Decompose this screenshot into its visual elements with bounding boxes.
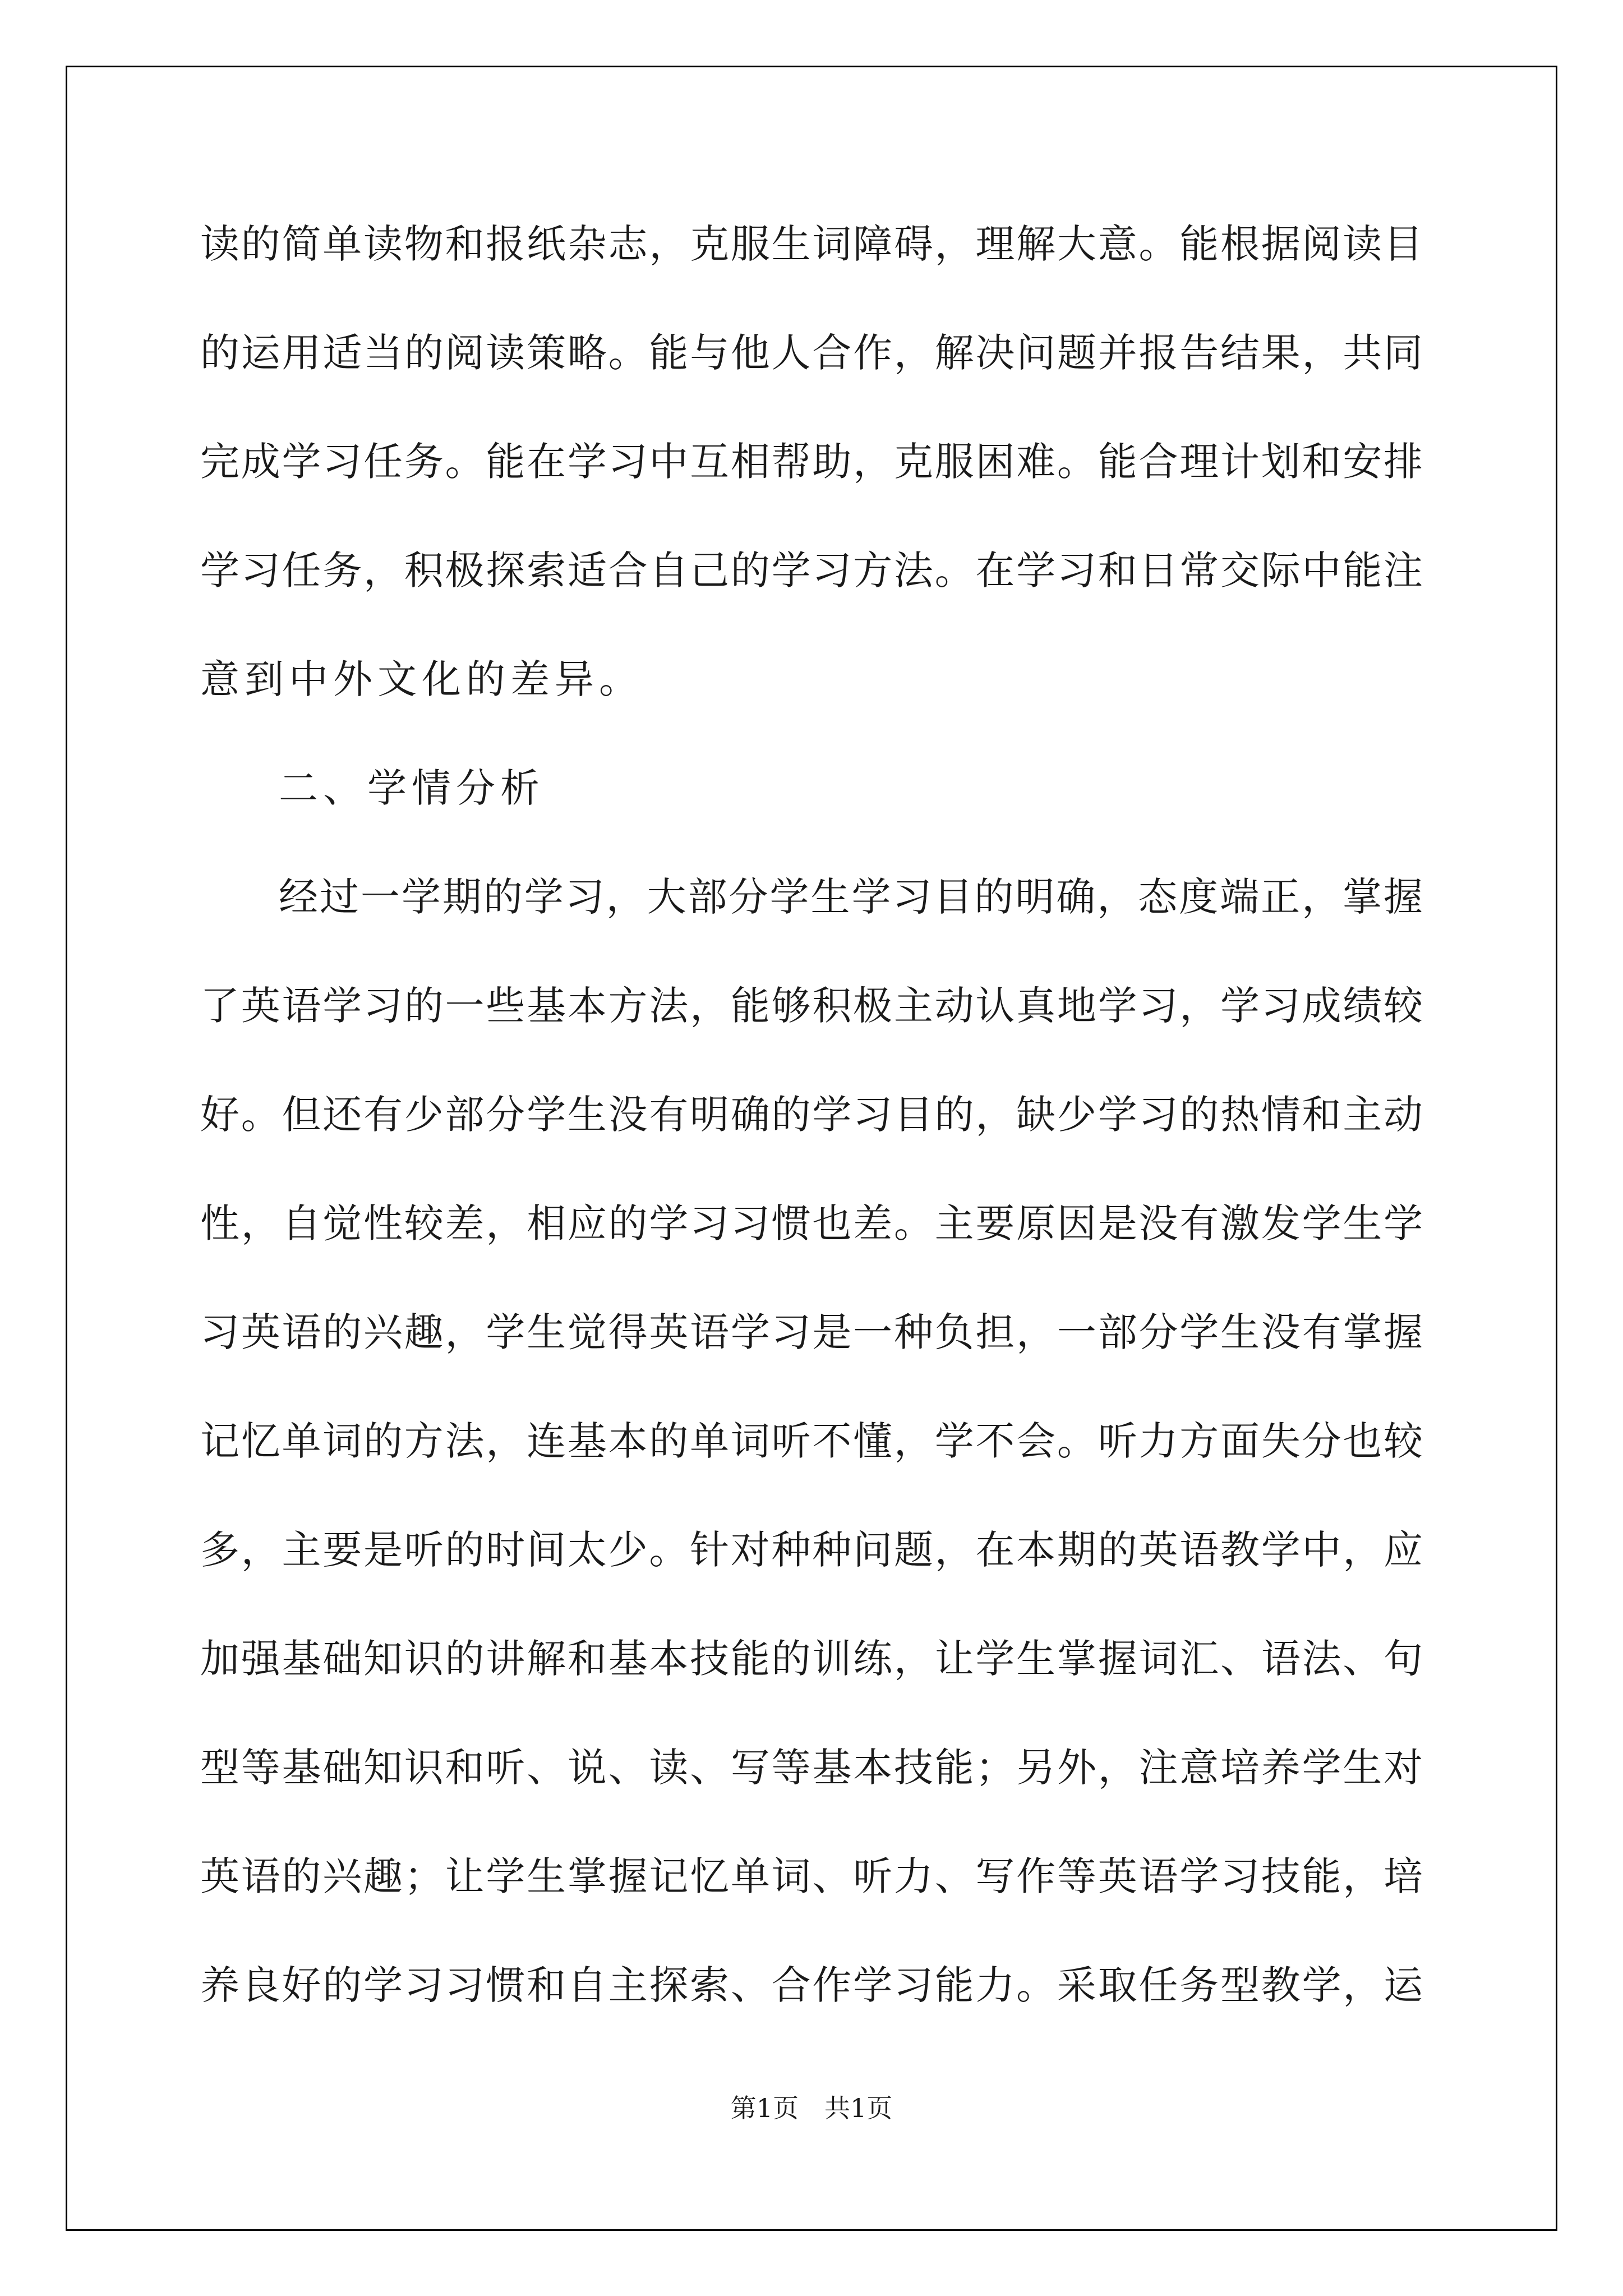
text-line: 了英语学习的一些基本方法，能够积极主动认真地学习，学习成绩较 [200,983,1423,1029]
text-line: 习英语的兴趣，学生觉得英语学习是一种负担，一部分学生没有掌握 [200,1309,1423,1355]
text-line: 学习任务，积极探索适合自己的学习方法。在学习和日常交际中能注 [200,547,1423,593]
text-line: 经过一学期的学习，大部分学生学习目的明确，态度端正，掌握 [279,874,1423,920]
text-line: 英语的兴趣；让学生掌握记忆单词、听力、写作等英语学习技能，培 [200,1853,1423,1899]
text-line: 记忆单词的方法，连基本的单词听不懂，学不会。听力方面失分也较 [200,1418,1423,1464]
text-line: 读的简单读物和报纸杂志，克服生词障碍，理解大意。能根据阅读目 [200,221,1423,267]
text-line: 性，自觉性较差，相应的学习习惯也差。主要原因是没有激发学生学 [200,1200,1423,1246]
text-line: 加强基础知识的讲解和基本技能的训练，让学生掌握词汇、语法、句 [200,1636,1423,1682]
text-line: 的运用适当的阅读策略。能与他人合作，解决问题并报告结果，共同 [200,330,1423,376]
text-line: 完成学习任务。能在学习中互相帮助，克服困难。能合理计划和安排 [200,439,1423,485]
text-line: 养良好的学习习惯和自主探索、合作学习能力。采取任务型教学，运 [200,1962,1423,2008]
section-heading: 二、学情分析 [279,765,545,811]
text-line: 好。但还有少部分学生没有明确的学习目的，缺少学习的热情和主动 [200,1092,1423,1138]
text-line: 多，主要是听的时间太少。针对种种问题，在本期的英语教学中，应 [200,1527,1423,1573]
page-number-footer: 第1页 共1页 [730,2093,893,2123]
text-line: 型等基础知识和听、说、读、写等基本技能；另外，注意培养学生对 [200,1745,1423,1791]
text-line: 意到中外文化的差异。 [200,656,643,702]
